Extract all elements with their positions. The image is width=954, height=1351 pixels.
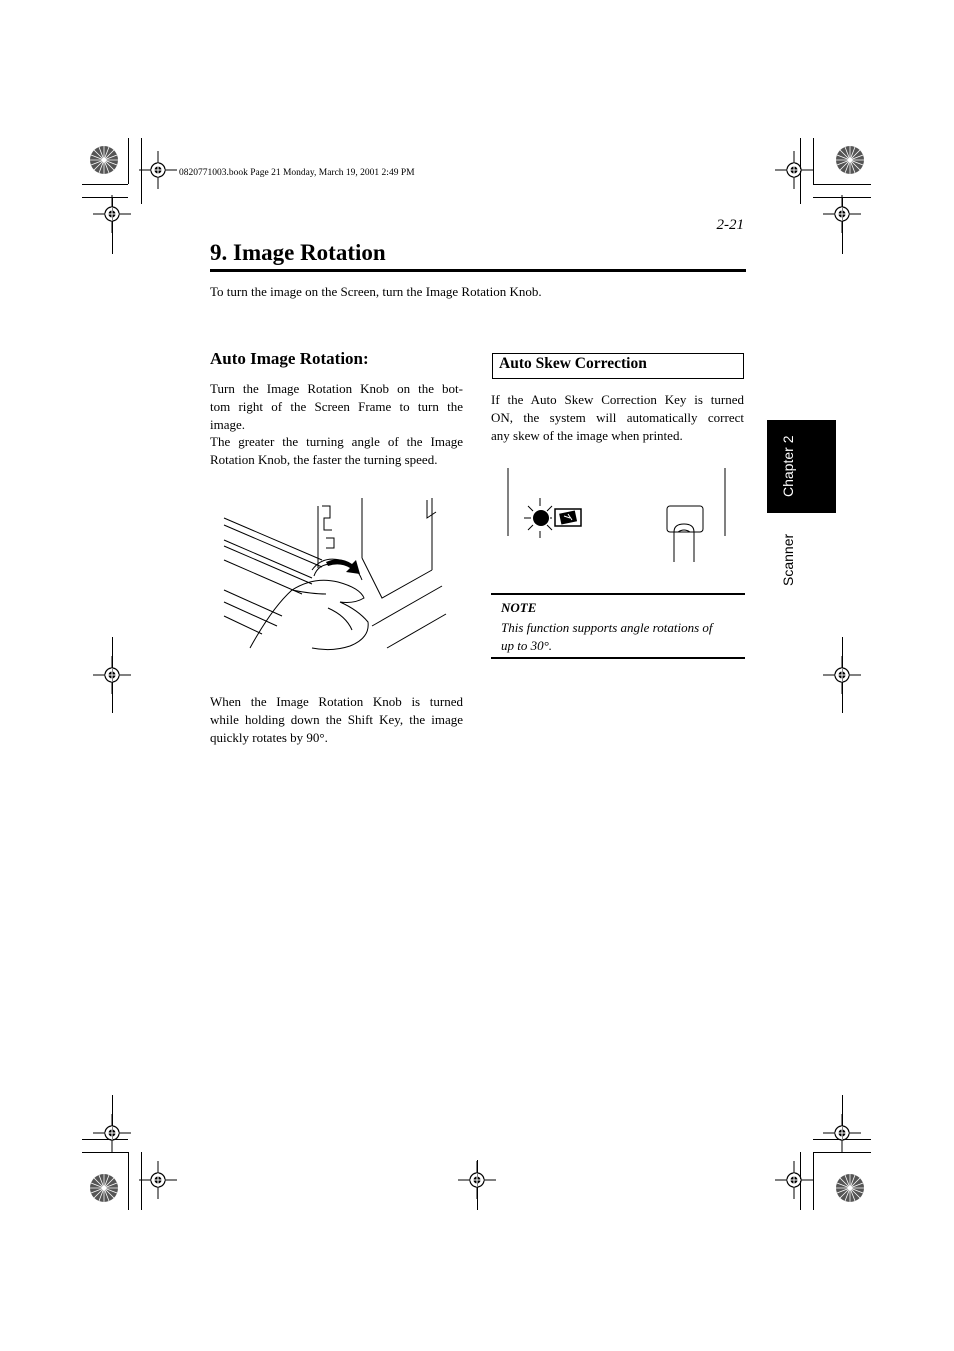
note-bottom-rule [491, 657, 745, 659]
note-label: NOTE [501, 600, 537, 615]
page-number: 2-21 [716, 217, 744, 233]
auto-skew-heading: Auto Skew Correction [499, 355, 647, 372]
note-text [501, 619, 741, 655]
text-line: up to 30°. [501, 637, 553, 653]
note-top-rule [491, 593, 745, 595]
title-rule [210, 269, 746, 272]
text-line: The greater the turning angle of the Image [210, 434, 463, 450]
auto-rotation-text [210, 380, 463, 469]
text-line: Turn the Image Rotation Knob on the bot- [210, 381, 463, 396]
text-line: When the Image Rotation Knob is turned [210, 694, 463, 709]
text-line: any skew of the image when printed. [491, 427, 683, 443]
text-line: quickly rotates by 90°. [210, 729, 328, 745]
chapter-tab-label: Chapter 2 [780, 435, 796, 498]
text-line: This function supports angle rotations of [501, 620, 713, 635]
text-line: tom right of the Screen Frame to turn the [210, 398, 463, 414]
knob-illustration [222, 498, 450, 658]
print-info: 0820771003.book Page 21 Monday, March 19, 2001 2:49 PM [179, 168, 415, 178]
shift-rotation-text [210, 693, 463, 746]
text-line: If the Auto Skew Correction Key is turned [491, 392, 744, 407]
text-line: ON, the system will automatically correct [491, 409, 744, 425]
section-tab-label: Scanner [780, 533, 796, 587]
auto-rotation-heading: Auto Image Rotation: [210, 349, 369, 368]
page-title: 9. Image Rotation [210, 240, 386, 265]
intro-text: To turn the image on the Screen, turn the Image Rotation Knob. [210, 284, 542, 299]
text-line: image. [210, 416, 246, 432]
text-line: Rotation Knob, the faster the turning speed. [210, 452, 438, 468]
skew-key-illustration [504, 466, 734, 566]
text-line: while holding down the Shift Key, the image [210, 711, 463, 727]
auto-skew-text [491, 391, 744, 444]
